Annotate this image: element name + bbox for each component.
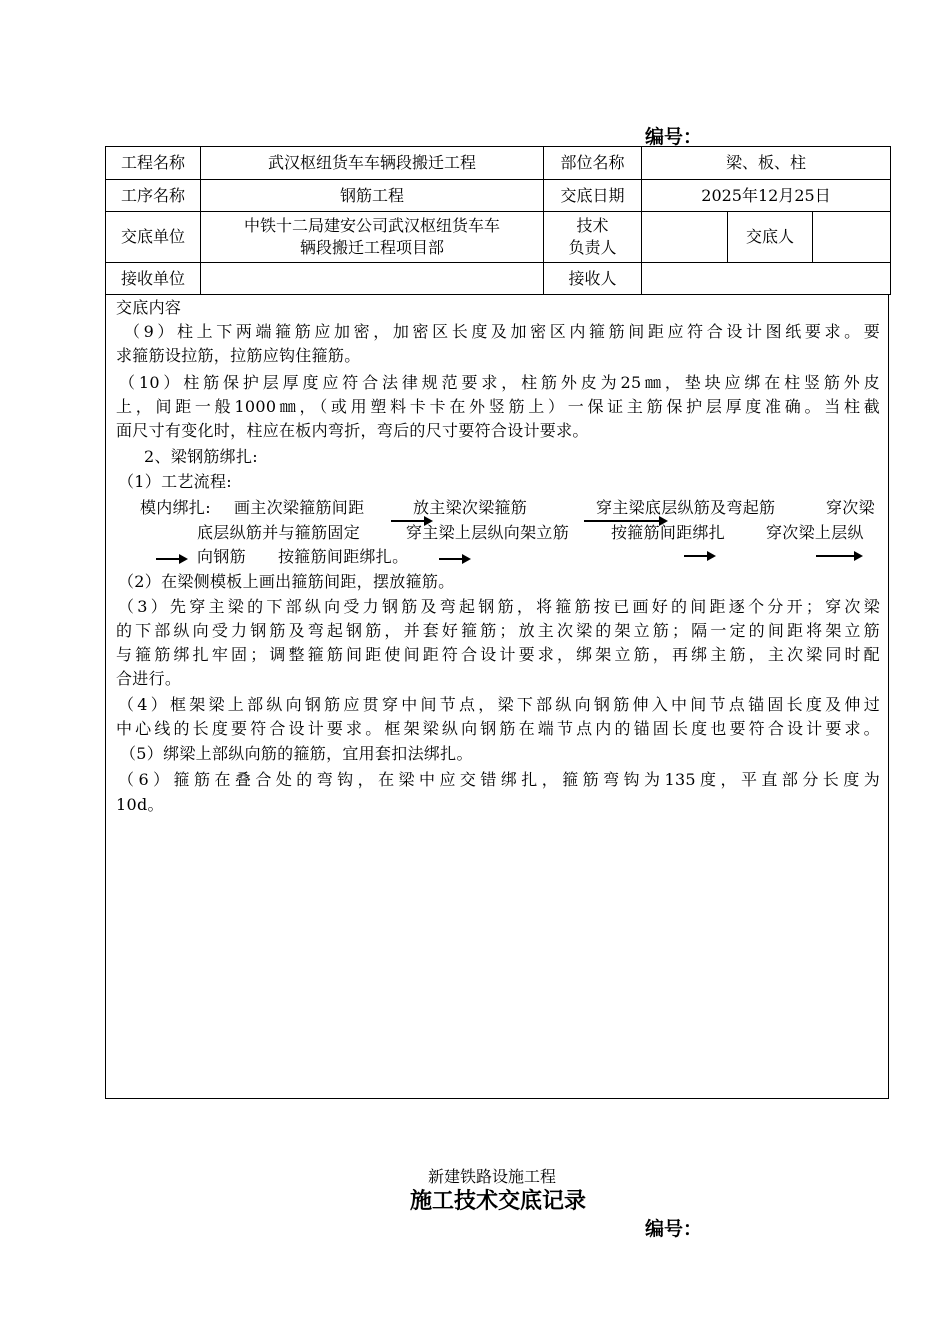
content-line-11: 与箍筋绑扎牢固；调整箍筋间距使间距符合设计要求，绑架立筋，再绑主筋，主次梁同时配 [116, 645, 880, 664]
disclosure-date-value: 2025年12月25日 [642, 180, 891, 212]
flow-arrow-icon [584, 520, 666, 522]
receiver-value [642, 263, 891, 295]
flow-arrow-icon [816, 555, 861, 557]
discloser-label: 交底人 [728, 212, 813, 263]
disclosure-unit-value [201, 212, 544, 263]
content-line-1: （9）柱上下两端箍筋应加密，加密区长度及加密区内箍筋间距应符合设计图纸要求。要 [124, 322, 880, 341]
flow-arrow-icon [391, 520, 431, 522]
flow-step-4b: 底层纵筋并与箍筋固定 [197, 523, 361, 542]
disclosure-unit-value-line1: 中铁十二局建安公司武汉枢纽货车车 [243, 216, 500, 235]
project-name-label: 工程名称 [106, 147, 201, 180]
content-line-5: 面尺寸有变化时，柱应在板内弯折，弯后的尺寸要符合设计要求。 [116, 421, 589, 440]
process-name-value: 钢筋工程 [201, 180, 544, 212]
flow-step-1: 画主次梁箍筋间距 [234, 498, 365, 517]
tech-lead-label-line1: 技术 [576, 216, 609, 235]
discloser-value [813, 212, 891, 263]
content-line-4: 上，间距一般1000㎜，（或用塑料卡卡在外竖筋上）一保证主筋保护层厚度准确。当柱截 [116, 397, 880, 416]
content-line-3: （10）柱筋保护层厚度应符合法律规范要求，柱筋外皮为25㎜，垫块应绑在柱竖筋外皮 [119, 373, 880, 392]
flow-step-6: 按箍筋间距绑扎 [611, 523, 726, 542]
part-name-label: 部位名称 [544, 147, 642, 180]
receiving-unit-value [201, 263, 544, 295]
content-line-9: （3）先穿主梁的下部纵向受力钢筋及弯起钢筋，将箍筋按已画好的间距逐个分开；穿次梁 [118, 597, 880, 616]
footer-record-title: 施工技术交底记录 [409, 1188, 586, 1214]
disclosure-content-box [105, 294, 889, 1099]
footer-project-line: 新建铁路设施工程 [427, 1167, 556, 1186]
flow-arrow-icon [684, 555, 714, 557]
tech-lead-label-line2: 负责人 [568, 238, 617, 257]
footer-code-label: 编号： [645, 1218, 703, 1240]
receiver-label: 接收人 [544, 263, 642, 295]
content-line-12: 合进行。 [116, 669, 182, 688]
receiving-unit-label: 接收单位 [106, 263, 201, 295]
content-line-6: 2、梁钢筋绑扎: [144, 447, 258, 466]
disclosure-unit-value-line2: 辆段搬迁工程项目部 [299, 238, 444, 257]
disclosure-unit-label: 交底单位 [106, 212, 201, 263]
content-line-14: 中心线的长度要符合设计要求。框架梁纵向钢筋在端节点内的锚固长度也要符合设计要求。 [116, 719, 880, 738]
project-name-value: 武汉枢纽货车车辆段搬迁工程 [201, 147, 544, 180]
flow-step-3: 穿主梁底层纵筋及弯起筋 [596, 498, 776, 517]
flow-step-7a: 穿次梁上层纵 [766, 523, 864, 542]
flow-step-label: 模内绑扎: [140, 498, 211, 517]
content-line-8: （2）在梁侧模板上画出箍筋间距，摆放箍筋。 [118, 572, 455, 591]
tech-lead-label [544, 212, 642, 263]
header-table [105, 146, 891, 295]
content-line-16: （6）箍筋在叠合处的弯钩，在梁中应交错绑扎，箍筋弯钩为135度，平直部分长度为 [118, 770, 880, 789]
content-title: 交底内容 [116, 298, 182, 317]
tech-lead-value [642, 212, 728, 263]
part-name-value: 梁、板、柱 [642, 147, 891, 180]
content-line-7: （1）工艺流程: [118, 472, 232, 491]
flow-step-4a: 穿次梁 [826, 498, 875, 517]
content-line-10: 的下部纵向受力钢筋及弯起钢筋，并套好箍筋；放主次梁的架立筋；隔一定的间距将架立筋 [116, 621, 880, 640]
flow-arrow-icon [439, 558, 469, 560]
flow-arrow-icon [156, 558, 186, 560]
flow-step-8: 按箍筋间距绑扎。 [278, 547, 409, 566]
content-line-17: 10d。 [116, 795, 164, 814]
flow-step-7b: 向钢筋 [197, 547, 246, 566]
flow-step-5: 穿主梁上层纵向架立筋 [406, 523, 570, 542]
disclosure-date-label: 交底日期 [544, 180, 642, 212]
flow-step-2: 放主梁次梁箍筋 [413, 498, 528, 517]
content-line-13: （4）框架梁上部纵向钢筋应贯穿中间节点，梁下部纵向钢筋伸入中间节点锚固长度及伸过 [118, 695, 880, 714]
process-name-label: 工序名称 [106, 180, 201, 212]
content-line-2: 求箍筋设拉筋，拉筋应钩住箍筋。 [116, 346, 361, 365]
content-line-15: （5）绑梁上部纵向筋的箍筋，宜用套扣法绑扎。 [120, 744, 473, 763]
document-code-label: 编号： [645, 126, 703, 148]
